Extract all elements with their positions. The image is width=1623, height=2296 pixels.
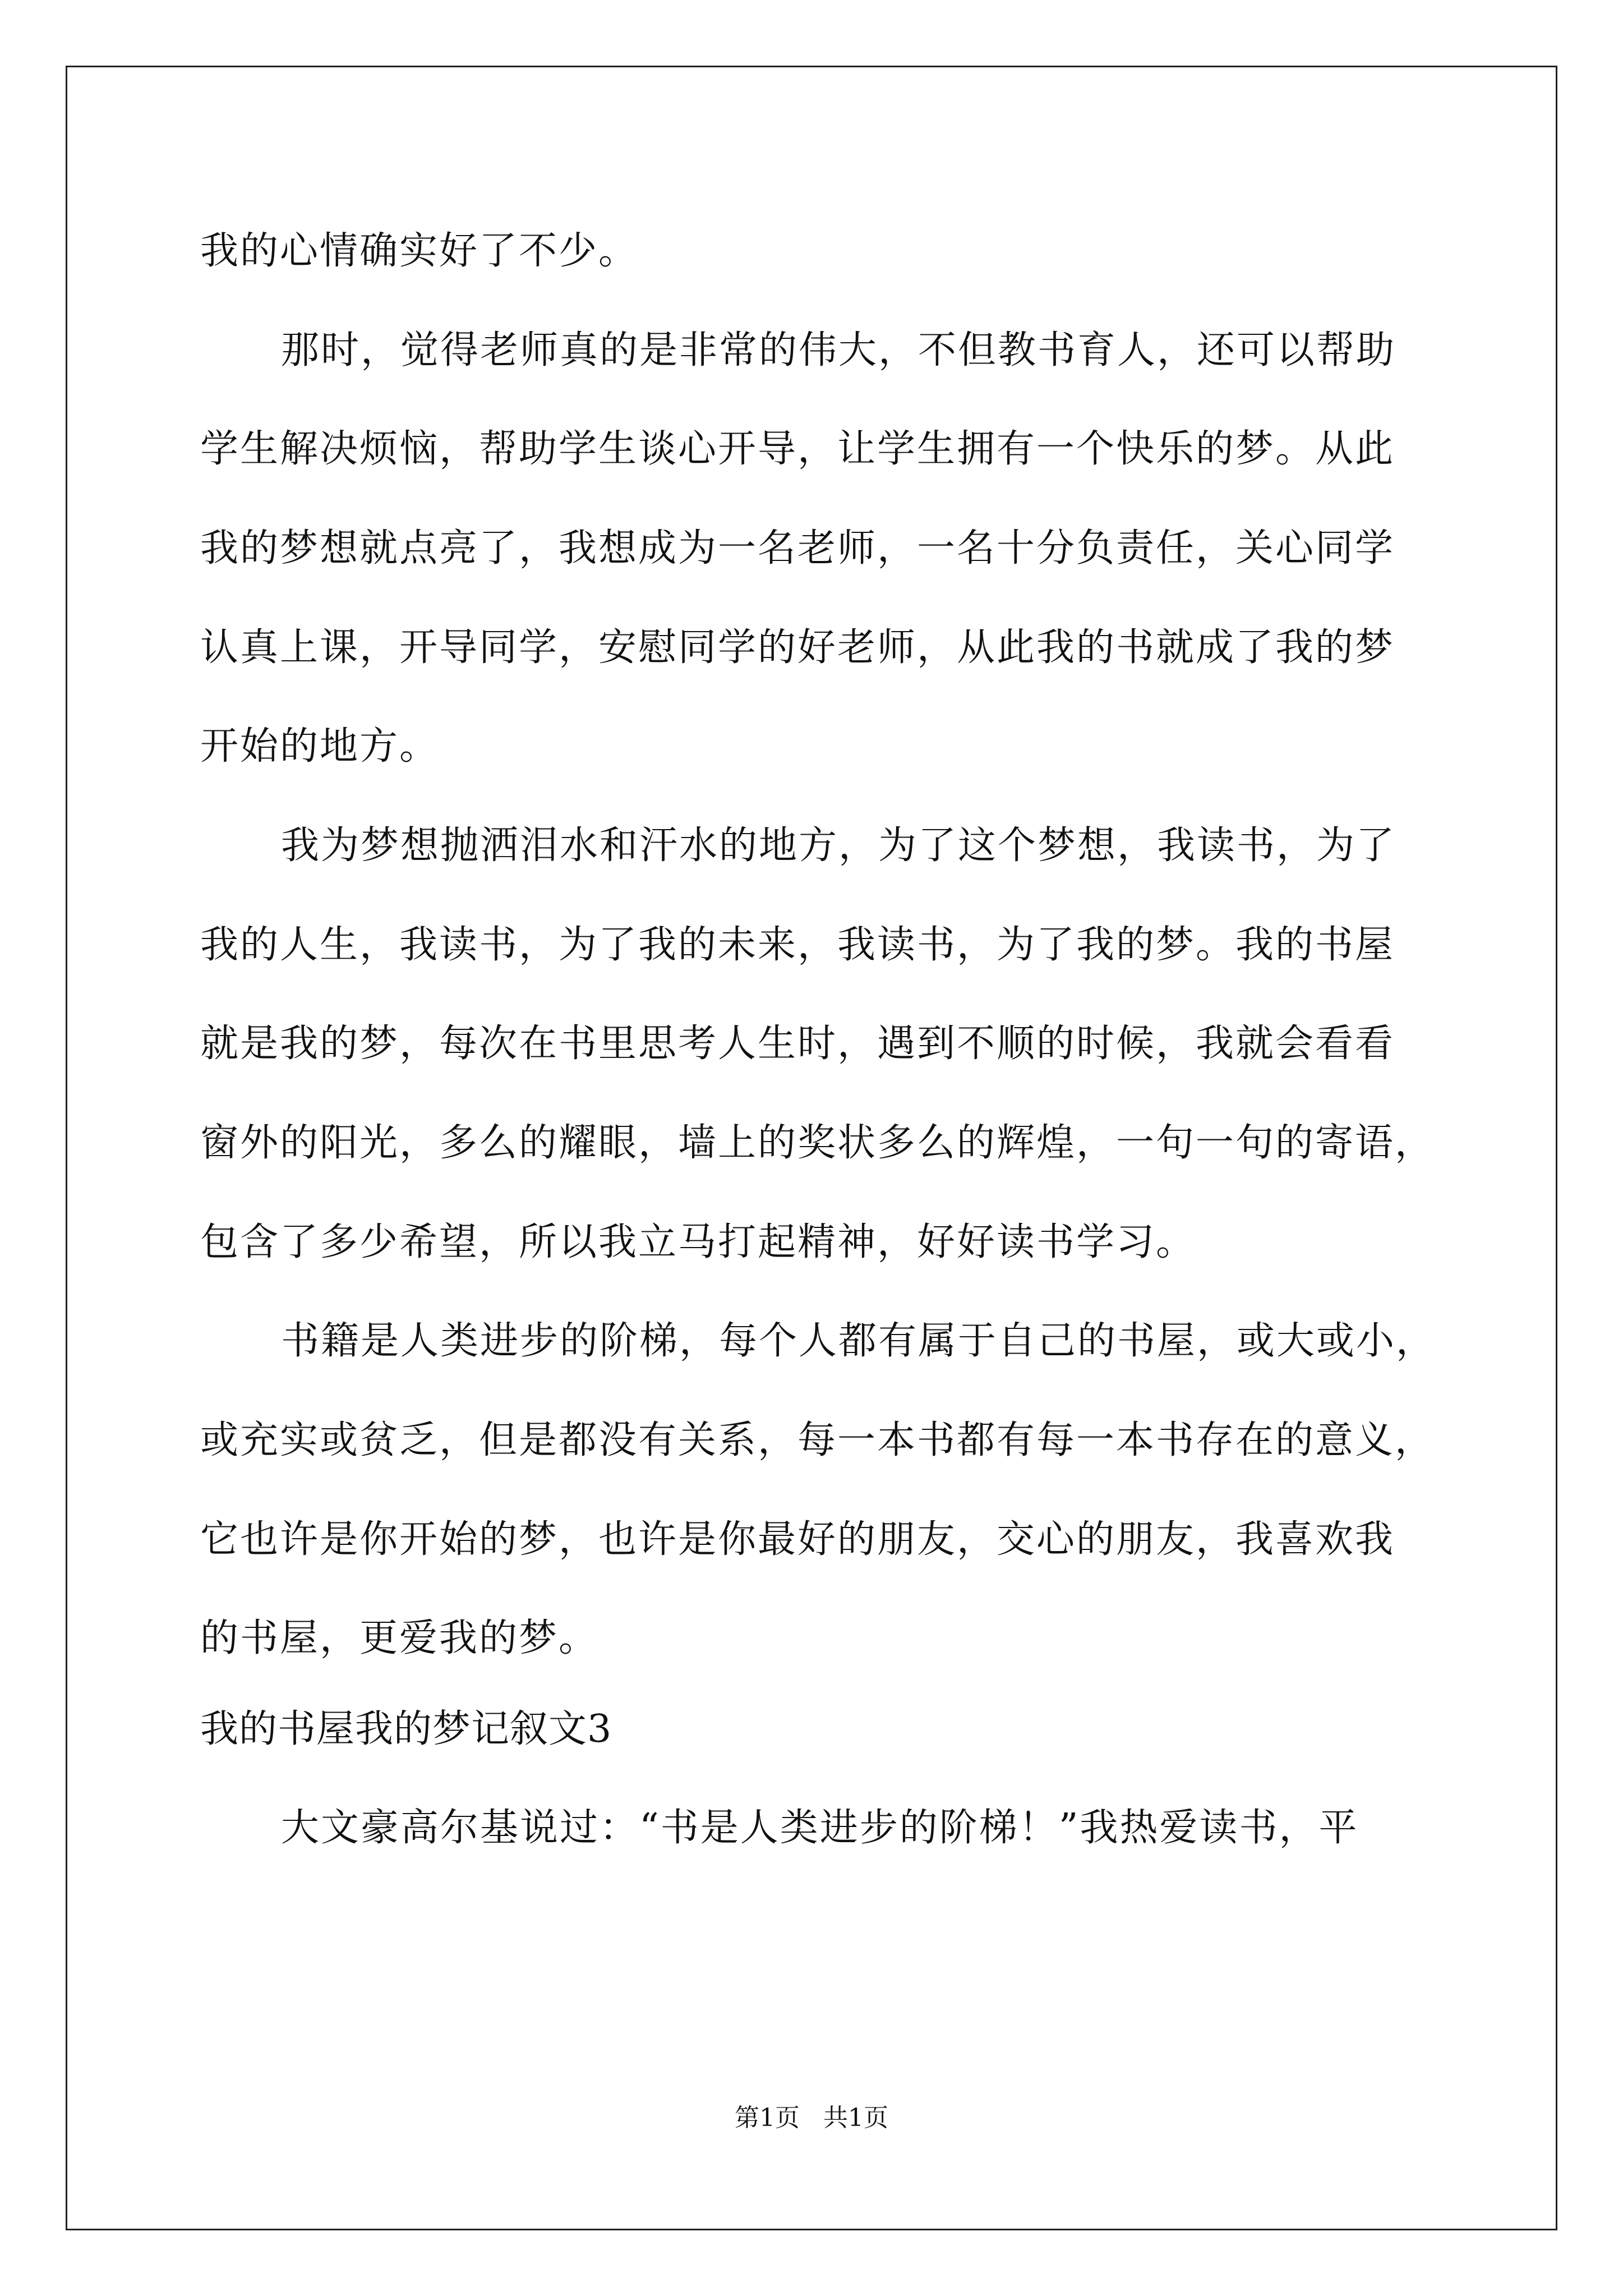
paragraph-first-line: 那时，觉得老师真的是非常的伟大，不但教书育人，还可以帮助 <box>281 328 1396 372</box>
text-line: 学生解决烦恼，帮助学生谈心开导，让学生拥有一个快乐的梦。从此 <box>200 427 1395 471</box>
text-line: 我的心情确实好了不少。 <box>200 229 639 273</box>
text-line: 就是我的梦，每次在书里思考人生时，遇到不顺的时候，我就会看看 <box>200 1022 1395 1066</box>
section-heading: 我的书屋我的梦记叙文3 <box>200 1707 612 1751</box>
text-line: 的书屋，更爱我的梦。 <box>200 1616 599 1660</box>
text-line: 或充实或贫乏，但是都没有关系，每一本书都有每一本书存在的意义， <box>200 1418 1435 1462</box>
text-line: 窗外的阳光，多么的耀眼，墙上的奖状多么的辉煌，一句一句的寄语， <box>200 1121 1435 1165</box>
text-line: 包含了多少希望，所以我立马打起精神，好好读书学习。 <box>200 1220 1196 1264</box>
text-line: 认真上课，开导同学，安慰同学的好老师，从此我的书就成了我的梦 <box>200 625 1395 670</box>
paragraph-first-line: 书籍是人类进步的阶梯，每个人都有属于自己的书屋，或大或小， <box>281 1319 1436 1363</box>
text-line: 我的人生，我读书，为了我的未来，我读书，为了我的梦。我的书屋 <box>200 923 1395 967</box>
page-footer: 第1页 共1页 <box>735 2104 888 2132</box>
paragraph-first-line: 大文豪高尔基说过：“书是人类进步的阶梯！”我热爱读书，平 <box>281 1806 1359 1850</box>
paragraph-first-line: 我为梦想抛洒泪水和汗水的地方，为了这个梦想，我读书，为了 <box>281 823 1396 868</box>
text-line: 它也许是你开始的梦，也许是你最好的朋友，交心的朋友，我喜欢我 <box>200 1517 1395 1562</box>
text-line: 开始的地方。 <box>200 724 440 769</box>
text-line: 我的梦想就点亮了，我想成为一名老师，一名十分负责任，关心同学 <box>200 526 1395 570</box>
